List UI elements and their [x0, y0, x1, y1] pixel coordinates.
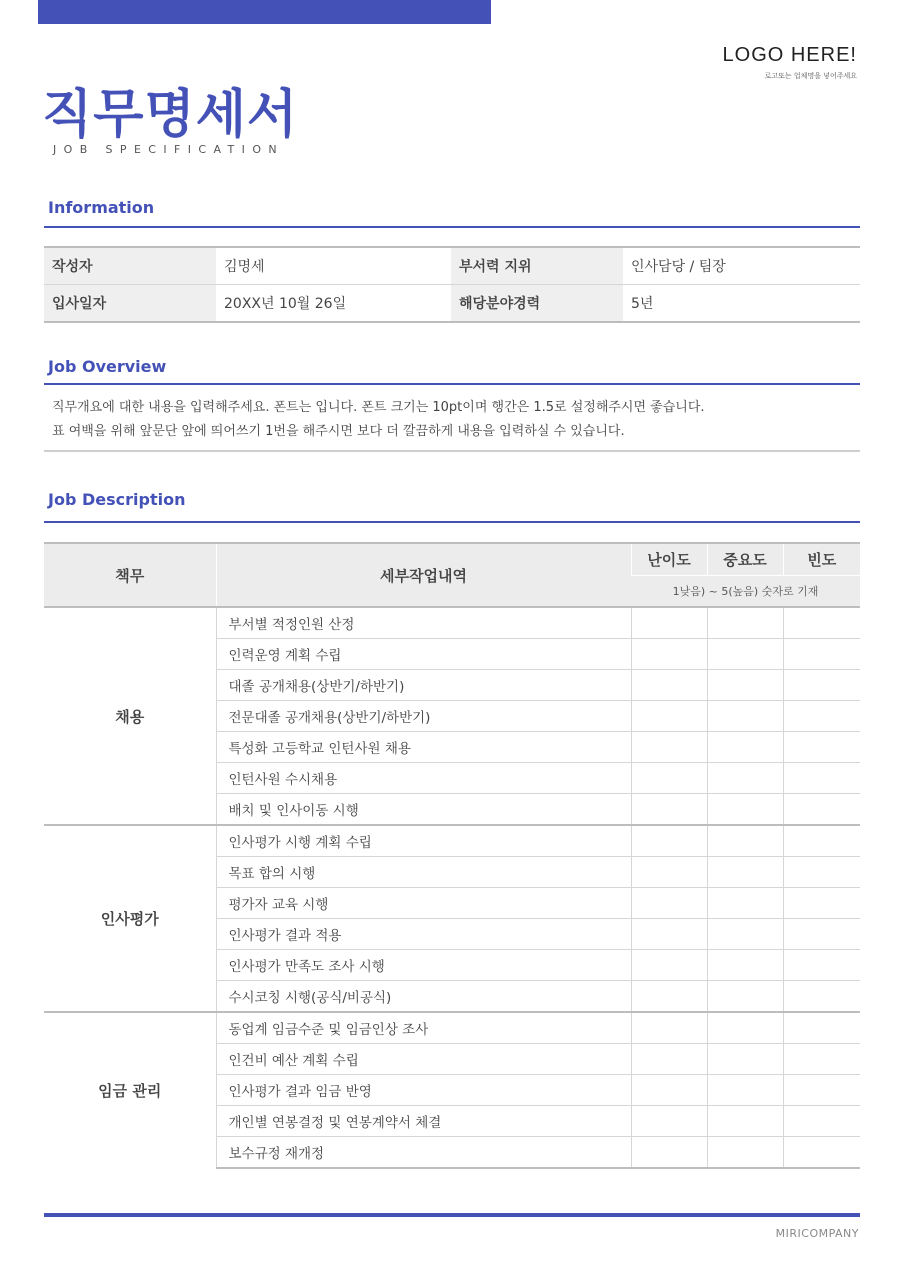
info-row [44, 285, 860, 323]
logo-subtext: 로고또는 업체명을 넣어주세요 [764, 72, 857, 80]
importance-cell[interactable] [707, 950, 783, 981]
overview-line-2: 표 여백을 위해 앞문단 앞에 띄어쓰기 1번을 해주시면 보다 더 깔끔하게 내용을 입력하실 수 있습니다. [52, 424, 625, 439]
section-heading-overview: Job Overview [48, 357, 167, 376]
table-row [44, 825, 860, 857]
section-divider [44, 521, 860, 523]
frequency-cell[interactable] [783, 1044, 860, 1075]
section-divider [44, 383, 860, 385]
frequency-cell[interactable] [783, 919, 860, 950]
frequency-cell[interactable] [783, 701, 860, 732]
importance-cell[interactable] [707, 639, 783, 670]
page-subtitle: JOB SPECIFICATION [53, 143, 285, 156]
difficulty-cell[interactable] [631, 825, 707, 857]
task-cell: 인력운영 계획 수립 [216, 639, 631, 670]
difficulty-cell[interactable] [631, 701, 707, 732]
section-heading-information: Information [48, 198, 155, 217]
frequency-cell[interactable] [783, 981, 860, 1013]
importance-cell[interactable] [707, 857, 783, 888]
task-cell: 배치 및 인사이동 시행 [216, 794, 631, 826]
join-date-value: 20XX년 10월 26일 [216, 285, 451, 323]
difficulty-cell[interactable] [631, 1075, 707, 1106]
writer-value: 김명세 [216, 247, 451, 285]
difficulty-cell[interactable] [631, 981, 707, 1013]
importance-cell[interactable] [707, 670, 783, 701]
frequency-cell[interactable] [783, 825, 860, 857]
difficulty-cell[interactable] [631, 857, 707, 888]
duty-cell: 채용 [44, 607, 216, 825]
frequency-cell[interactable] [783, 888, 860, 919]
task-cell: 인사평가 결과 임금 반영 [216, 1075, 631, 1106]
job-description-table [44, 542, 860, 1169]
importance-header: 중요도 [707, 543, 783, 576]
information-table [44, 246, 860, 323]
duty-cell: 임금 관리 [44, 1012, 216, 1168]
section-divider [44, 226, 860, 228]
frequency-header: 빈도 [783, 543, 860, 576]
info-row [44, 247, 860, 285]
importance-cell[interactable] [707, 701, 783, 732]
task-cell: 특성화 고등학교 인턴사원 채용 [216, 732, 631, 763]
importance-cell[interactable] [707, 1137, 783, 1169]
difficulty-cell[interactable] [631, 950, 707, 981]
frequency-cell[interactable] [783, 670, 860, 701]
difficulty-cell[interactable] [631, 1012, 707, 1044]
importance-cell[interactable] [707, 1106, 783, 1137]
difficulty-cell[interactable] [631, 919, 707, 950]
difficulty-cell[interactable] [631, 794, 707, 826]
difficulty-cell[interactable] [631, 763, 707, 794]
task-cell: 보수규정 재개정 [216, 1137, 631, 1169]
task-cell: 수시코칭 시행(공식/비공식) [216, 981, 631, 1013]
overview-line-1: 직무개요에 대한 내용을 입력해주세요. 폰트는 입니다. 폰트 크기는 10pt이며 행간은 1.5로 설정해주시면 좋습니다. [52, 400, 705, 415]
importance-cell[interactable] [707, 919, 783, 950]
importance-cell[interactable] [707, 981, 783, 1013]
difficulty-cell[interactable] [631, 1044, 707, 1075]
difficulty-cell[interactable] [631, 888, 707, 919]
career-label: 해당분야경력 [451, 285, 623, 323]
task-cell: 인턴사원 수시채용 [216, 763, 631, 794]
join-date-label: 입사일자 [44, 285, 216, 323]
frequency-cell[interactable] [783, 763, 860, 794]
importance-cell[interactable] [707, 1044, 783, 1075]
section-heading-description: Job Description [48, 490, 186, 509]
frequency-cell[interactable] [783, 1137, 860, 1169]
importance-cell[interactable] [707, 888, 783, 919]
task-cell: 인사평가 시행 계획 수립 [216, 825, 631, 857]
footer-company: MIRICOMPANY [775, 1227, 859, 1240]
dept-value: 인사담당 / 팀장 [623, 247, 860, 285]
difficulty-cell[interactable] [631, 670, 707, 701]
task-cell: 인사평가 만족도 조사 시행 [216, 950, 631, 981]
frequency-cell[interactable] [783, 950, 860, 981]
task-cell: 개인별 연봉결정 및 연봉계약서 체결 [216, 1106, 631, 1137]
importance-cell[interactable] [707, 794, 783, 826]
table-header-row [44, 543, 860, 576]
top-accent-bar [38, 0, 491, 24]
task-cell: 동업계 임금수준 및 임금인상 조사 [216, 1012, 631, 1044]
task-cell: 인건비 예산 계획 수립 [216, 1044, 631, 1075]
importance-cell[interactable] [707, 825, 783, 857]
duty-cell: 인사평가 [44, 825, 216, 1012]
frequency-cell[interactable] [783, 1012, 860, 1044]
task-cell: 대졸 공개채용(상반기/하반기) [216, 670, 631, 701]
difficulty-cell[interactable] [631, 639, 707, 670]
logo [723, 44, 857, 81]
frequency-cell[interactable] [783, 857, 860, 888]
importance-cell[interactable] [707, 1012, 783, 1044]
logo-text: LOGO HERE! [722, 44, 857, 66]
frequency-cell[interactable] [783, 607, 860, 639]
task-cell: 목표 합의 시행 [216, 857, 631, 888]
importance-cell[interactable] [707, 607, 783, 639]
difficulty-cell[interactable] [631, 1106, 707, 1137]
page-title: 직무명세서 [42, 85, 299, 145]
task-header: 세부작업내역 [216, 543, 631, 607]
frequency-cell[interactable] [783, 732, 860, 763]
difficulty-header: 난이도 [631, 543, 707, 576]
importance-cell[interactable] [707, 732, 783, 763]
scale-note: 1낮음) ~ 5(높음) 숫자로 기재 [631, 576, 860, 608]
importance-cell[interactable] [707, 763, 783, 794]
importance-cell[interactable] [707, 1075, 783, 1106]
difficulty-cell[interactable] [631, 1137, 707, 1169]
career-value: 5년 [623, 285, 860, 323]
frequency-cell[interactable] [783, 1075, 860, 1106]
task-cell: 전문대졸 공개채용(상반기/하반기) [216, 701, 631, 732]
task-cell: 평가자 교육 시행 [216, 888, 631, 919]
difficulty-cell[interactable] [631, 607, 707, 639]
writer-label: 작성자 [44, 247, 216, 285]
difficulty-cell[interactable] [631, 732, 707, 763]
overview-text [44, 388, 860, 452]
task-cell: 부서별 적정인원 산정 [216, 607, 631, 639]
table-row [44, 607, 860, 639]
frequency-cell[interactable] [783, 639, 860, 670]
frequency-cell[interactable] [783, 1106, 860, 1137]
duty-header: 책무 [44, 543, 216, 607]
frequency-cell[interactable] [783, 794, 860, 826]
table-row [44, 1012, 860, 1044]
dept-label: 부서력 지위 [451, 247, 623, 285]
task-cell: 인사평가 결과 적용 [216, 919, 631, 950]
footer-divider [44, 1213, 860, 1217]
